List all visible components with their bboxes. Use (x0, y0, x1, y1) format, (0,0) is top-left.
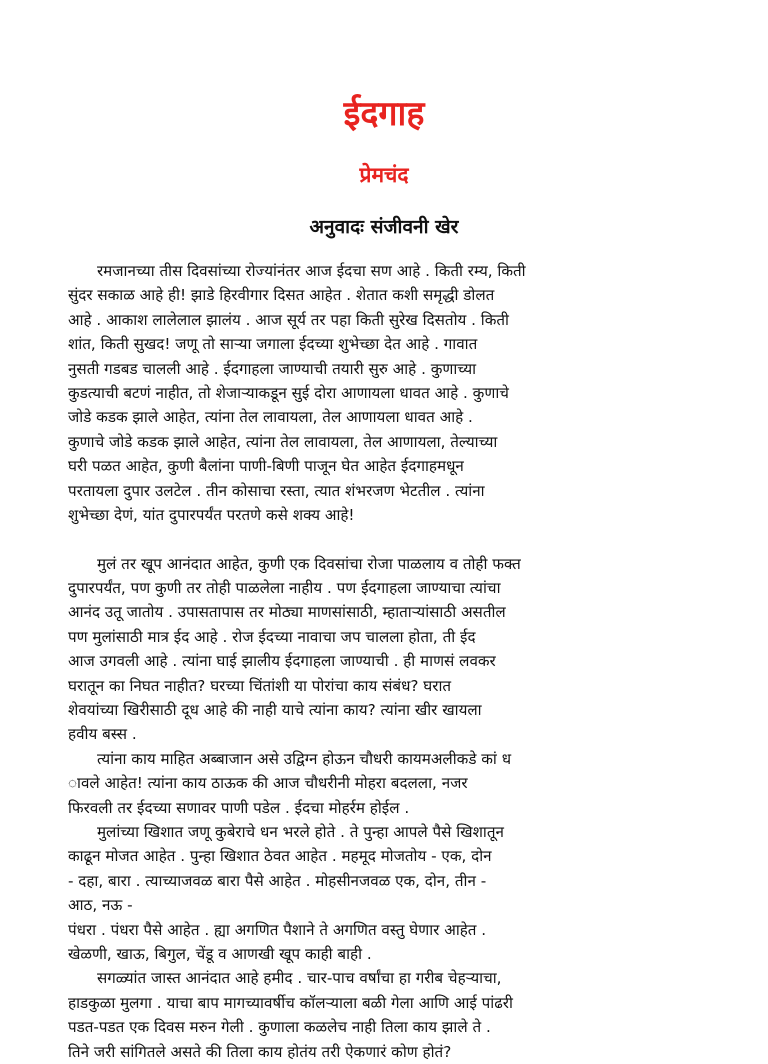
text-line: दुपारपर्यंत, पण कुणी तर तोही पाळलेला नाहीय . पण ईदगाहला जाण्याचा त्यांचा (68, 579, 501, 598)
text-line: कुणाचे जोडे कडक झाले आहेत, त्यांना तेल लावायला, तेल आणायला, तेल्याच्या (68, 432, 498, 451)
text-line: शेवयांच्या खिरीसाठी दूध आहे की नाही याचे त्यांना काय? त्यांना खीर खायला (68, 701, 482, 720)
text-line: काढून मोजत आहेत . पुन्हा खिशात ठेवत आहेत . महमूद मोजतोय - एक, दोन (68, 847, 492, 866)
story-body (68, 259, 708, 1064)
text-line: नुसती गडबड चालली आहे . ईदगाहला जाण्याची तयारी सुरु आहे . कुणाच्या (68, 359, 477, 378)
text-line: घरातून का निघत नाहीत? घरच्या चिंतांशी या पोरांचा काय संबंध? घरात (68, 676, 452, 695)
text-line: आज उगवली आहे . त्यांना घाई झालीय ईदगाहला जाण्याची . ही माणसं लवकर (68, 652, 496, 671)
text-line: ावले आहेत! त्यांना काय ठाऊक की आज चौधरीनी मोहरा बदलला, नजर (68, 774, 468, 793)
text-line: जोडे कडक झाले आहेत, त्यांना तेल लावायला, तेल आणायला धावत आहे . (68, 408, 473, 427)
text-line: तिने जरी सांगितले असते की तिला काय होतंय तरी ऐकणारं कोण होतं? (68, 1042, 452, 1061)
text-line: पडत-पडत एक दिवस मरुन गेली . कुणाला कळलेच नाही तिला काय झाले ते . (68, 1018, 491, 1037)
story-title: ईदगाह (343, 94, 425, 134)
text-line: कुडत्याची बटणं नाहीत, तो शेजाऱ्याकडून सुई दोरा आणायला धावत आहे . कुणाचे (68, 383, 509, 402)
text-line: रमजानच्या तीस दिवसांच्या रोज्यांनंतर आज ईदचा सण आहे . किती रम्य, किती (68, 262, 526, 280)
text-line: सगळ्यांत जास्त आनंदात आहे हमीद . चार-पाच वर्षांचा हा गरीब चेहऱ्याचा, (68, 969, 502, 988)
text-line: घरी पळत आहेत, कुणी बैलांना पाणी-बिणी पाजून घेत आहेत ईदगाहमधून (68, 457, 464, 476)
text-line: आनंद उतू जातोय . उपासतापास तर मोठ्या माणसांसाठी, म्हाताऱ्यांसाठी असतील (68, 603, 506, 622)
text-line: मुलांच्या खिशात जणू कुबेराचे धन भरले होते . ते पुन्हा आपले पैसे खिशातून (68, 822, 504, 841)
text-line: मुलं तर खूप आनंदात आहेत, कुणी एक दिवसांचा रोजा पाळलाय व तोही फक्त (68, 554, 521, 573)
author-name: प्रेमचंद (359, 163, 409, 187)
text-line: फिरवली तर ईदच्या सणावर पाणी पडेल . ईदचा मोहर्रम होईल . (68, 798, 410, 817)
text-line: शांत, किती सुखद! जणू तो साऱ्या जगाला ईदच्या शुभेच्छा देत आहे . गावात (68, 335, 478, 354)
text-line: हाडकुळा मुलगा . याचा बाप मागच्यावर्षीच कॉलऱ्याला बळी गेला आणि आई पांढरी (68, 993, 513, 1012)
paragraph-gap (68, 527, 708, 551)
translator-credit: अनुवादः संजीवनी खेर (309, 216, 459, 238)
text-line: सुंदर सकाळ आहे ही! झाडे हिरवीगार दिसत आहेत . शेतात कशी समृद्धी डोलत (68, 286, 495, 305)
text-line: त्यांना काय माहित अब्बाजान असे उद्विग्न होऊन चौधरी कायमअलीकडे कां ध (68, 749, 512, 768)
text-line: खेळणी, खाऊ, बिगुल, चेंडू व आणखी खूप काही बाही . (68, 944, 372, 963)
text-line: हवीय बस्स . (68, 725, 137, 744)
text-line: पंधरा . पंधरा पैसे आहेत . ह्या अगणित पैशाने ते अगणित वस्तु घेणार आहेत . (68, 920, 487, 939)
text-line: परतायला दुपार उलटेल . तीन कोसाचा रस्ता, त्यात शंभरजण भेटतील . त्यांना (68, 481, 485, 500)
text-line: - दहा, बारा . त्याच्याजवळ बारा पैसे आहेत . मोहसीनजवळ एक, दोन, तीन - (68, 871, 487, 890)
text-line: आठ, नऊ - (68, 896, 133, 915)
text-line: आहे . आकाश लालेलाल झालंय . आज सूर्य तर पहा किती सुरेख दिसतोय . किती (68, 310, 509, 329)
text-line: शुभेच्छा देणं, यांत दुपारपर्यंत परतणे कसे शक्य आहे! (68, 505, 355, 524)
text-line: पण मुलांसाठी मात्र ईद आहे . रोज ईदच्या नावाचा जप चालला होता, ती ईद (68, 627, 476, 646)
